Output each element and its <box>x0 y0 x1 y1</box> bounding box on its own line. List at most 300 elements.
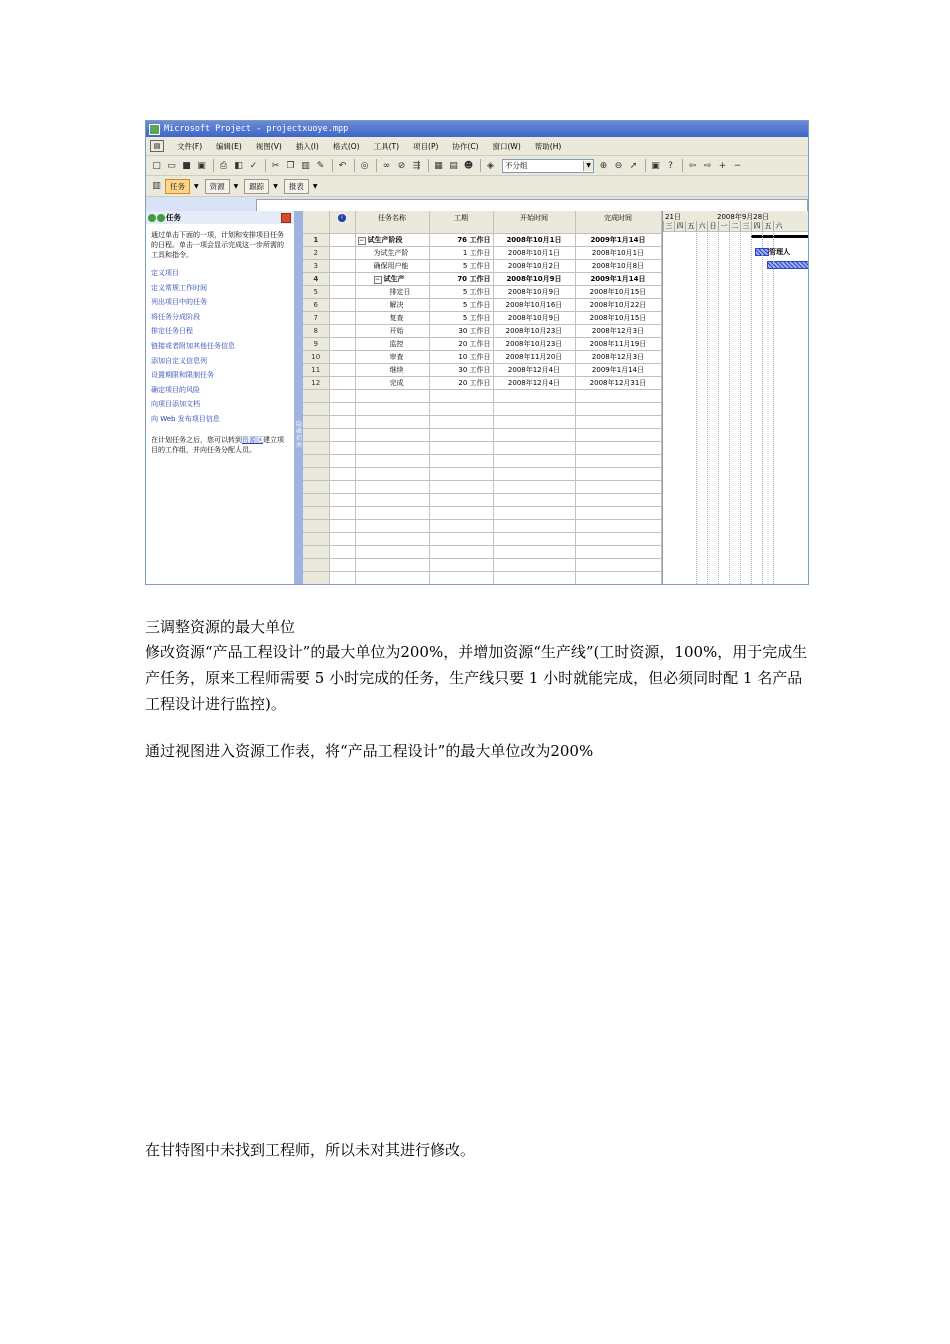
task-name-cell[interactable] <box>355 312 429 325</box>
indicator-cell[interactable] <box>329 364 355 377</box>
timescale-day: 五 <box>762 221 773 231</box>
row-id-cell[interactable] <box>303 494 329 507</box>
duration-cell[interactable] <box>429 403 493 416</box>
workspace <box>146 211 808 584</box>
finish-cell[interactable]: 2008年10月22日 <box>575 299 661 312</box>
task-name-cell[interactable] <box>355 468 429 481</box>
finish-cell[interactable] <box>575 533 661 546</box>
task-name-cell[interactable] <box>355 299 429 312</box>
task-name-cell[interactable] <box>355 286 429 299</box>
finish-cell[interactable]: 2009年1月14日 <box>575 273 661 286</box>
finish-cell[interactable] <box>575 468 661 481</box>
timescale-week-2: 2008年9月28日 <box>717 213 770 221</box>
task-name-text: 解决 <box>389 301 404 309</box>
pane-header <box>146 211 294 224</box>
col-header-task-name[interactable]: 任务名称 <box>355 211 429 234</box>
task-name-cell[interactable] <box>355 364 429 377</box>
collapse-icon[interactable]: − <box>358 237 365 244</box>
paste-icon[interactable]: ▥ <box>301 160 310 171</box>
unlink-tasks-icon[interactable]: ⊘ <box>397 160 406 171</box>
start-cell[interactable] <box>493 585 575 586</box>
duration-cell[interactable] <box>429 468 493 481</box>
start-cell[interactable]: 2008年10月9日 <box>493 312 575 325</box>
start-cell[interactable] <box>493 507 575 520</box>
gantt-gridline <box>729 231 730 584</box>
finish-cell[interactable] <box>575 507 661 520</box>
row-id-cell[interactable] <box>303 429 329 442</box>
zoom-out-icon[interactable]: ⊖ <box>614 160 623 171</box>
row-id-cell[interactable] <box>303 520 329 533</box>
indicator-cell[interactable] <box>329 481 355 494</box>
start-cell[interactable]: 2008年10月1日 <box>493 247 575 260</box>
row-id-cell[interactable]: 10 <box>303 351 329 364</box>
indicator-cell[interactable] <box>329 585 355 586</box>
table-row[interactable] <box>303 572 661 585</box>
indicator-cell[interactable] <box>329 507 355 520</box>
publish-icon[interactable]: ◈ <box>487 160 494 171</box>
indicator-cell[interactable] <box>329 390 355 403</box>
table-row[interactable] <box>303 299 661 312</box>
new-icon[interactable]: □ <box>152 160 161 171</box>
finish-cell[interactable]: 2008年12月31日 <box>575 377 661 390</box>
duration-cell[interactable]: 20 工作日 <box>429 338 493 351</box>
menu-collaborate[interactable]: 协作(C) <box>452 141 479 151</box>
finish-cell[interactable] <box>575 442 661 455</box>
row-id-cell[interactable] <box>303 559 329 572</box>
start-cell[interactable]: 2008年12月4日 <box>493 364 575 377</box>
start-cell[interactable] <box>493 442 575 455</box>
close-icon[interactable] <box>281 213 291 223</box>
task-name-cell[interactable] <box>355 494 429 507</box>
indicator-cell[interactable] <box>329 247 355 260</box>
finish-cell[interactable]: 2008年12月3日 <box>575 351 661 364</box>
chevron-down-icon[interactable]: ▼ <box>194 182 199 190</box>
chevron-down-icon[interactable]: ▼ <box>273 182 278 190</box>
finish-cell[interactable] <box>575 403 661 416</box>
table-row[interactable] <box>303 442 661 455</box>
gantt-gridline <box>707 231 708 584</box>
menu-help[interactable]: 帮助(H) <box>534 141 562 151</box>
col-header-finish[interactable]: 完成时间 <box>575 211 661 234</box>
task-info-icon[interactable]: ▦ <box>434 160 443 171</box>
duration-cell[interactable]: 5 工作日 <box>429 299 493 312</box>
finish-cell[interactable]: 2008年12月3日 <box>575 325 661 338</box>
task-name-text: 完成 <box>389 379 404 387</box>
duration-cell[interactable] <box>429 429 493 442</box>
pane-link-risks[interactable]: 确定项目的风险 <box>151 385 200 394</box>
task-name-text: 为试生产阶 <box>373 249 409 257</box>
row-id-header[interactable] <box>303 211 329 234</box>
spelling-icon[interactable]: ✓ <box>249 160 258 171</box>
menu-edit[interactable]: 编辑(E) <box>216 141 242 151</box>
task-name-cell[interactable] <box>355 533 429 546</box>
forward-icon[interactable] <box>157 214 165 222</box>
row-id-cell[interactable] <box>303 416 329 429</box>
timescale-day: 三 <box>740 221 751 231</box>
finish-cell[interactable] <box>575 481 661 494</box>
start-cell[interactable]: 2008年11月20日 <box>493 351 575 364</box>
save-icon[interactable]: ■ <box>182 160 191 171</box>
col-header-start[interactable]: 开始时间 <box>493 211 575 234</box>
table-row[interactable] <box>303 312 661 325</box>
arrow-left-icon[interactable]: ⇦ <box>688 160 697 171</box>
gantt-chart <box>663 211 808 584</box>
start-cell[interactable] <box>493 559 575 572</box>
pane-link-phases[interactable]: 将任务分成阶段 <box>151 312 200 321</box>
pane-link-deadlines[interactable]: 设置期限和限制任务 <box>151 371 214 380</box>
duration-cell[interactable] <box>429 533 493 546</box>
table-row[interactable] <box>303 234 661 247</box>
guide-resources-button[interactable]: 资源 <box>205 179 230 194</box>
goto-task-icon[interactable]: ➚ <box>629 160 638 171</box>
duration-cell[interactable] <box>429 390 493 403</box>
start-cell[interactable]: 2008年10月9日 <box>493 273 575 286</box>
pane-link-working-time[interactable]: 定义常规工作时间 <box>151 283 207 292</box>
start-cell[interactable]: 2008年10月9日 <box>493 286 575 299</box>
duration-cell[interactable] <box>429 507 493 520</box>
task-name-cell[interactable] <box>355 455 429 468</box>
start-cell[interactable] <box>493 520 575 533</box>
toolbar-separator <box>265 159 266 172</box>
menu-format[interactable]: 格式(O) <box>332 141 360 151</box>
task-name-cell[interactable] <box>355 520 429 533</box>
menu-insert[interactable]: 插入(I) <box>295 141 319 151</box>
back-icon[interactable] <box>148 214 156 222</box>
document-icon[interactable]: ▤ <box>150 140 164 152</box>
row-id-cell[interactable]: 5 <box>303 286 329 299</box>
row-id-cell[interactable] <box>303 572 329 585</box>
indicator-cell[interactable] <box>329 351 355 364</box>
finish-cell[interactable] <box>575 390 661 403</box>
start-cell[interactable] <box>493 455 575 468</box>
task-name-cell[interactable] <box>355 325 429 338</box>
indicator-cell[interactable] <box>329 533 355 546</box>
chevron-down-icon[interactable]: ▼ <box>233 182 239 190</box>
menu-project[interactable]: 项目(P) <box>413 141 439 151</box>
row-id-cell[interactable]: 11 <box>303 364 329 377</box>
table-row[interactable] <box>303 481 661 494</box>
table-row[interactable] <box>303 377 661 390</box>
task-name-cell[interactable] <box>355 390 429 403</box>
row-id-cell[interactable]: 9 <box>303 338 329 351</box>
task-table <box>303 211 663 584</box>
indicator-cell[interactable] <box>329 559 355 572</box>
print-preview-icon[interactable]: ◧ <box>234 160 243 171</box>
start-cell[interactable] <box>493 468 575 481</box>
indicator-cell[interactable] <box>329 312 355 325</box>
indicator-cell[interactable] <box>329 416 355 429</box>
start-cell[interactable]: 2008年10月16日 <box>493 299 575 312</box>
resources-area-link[interactable]: 资源区 <box>242 435 263 444</box>
table-row[interactable] <box>303 559 661 572</box>
guide-report-button[interactable]: 报表 <box>284 179 309 194</box>
open-icon[interactable]: ▭ <box>167 160 176 171</box>
start-cell[interactable]: 2008年10月2日 <box>493 260 575 273</box>
indicator-cell[interactable] <box>329 260 355 273</box>
guide-tasks-button[interactable]: 任务 <box>165 179 190 194</box>
indicator-cell[interactable] <box>329 234 355 247</box>
task-name-cell[interactable] <box>355 585 429 586</box>
indicator-cell[interactable] <box>329 273 355 286</box>
finish-cell[interactable] <box>575 429 661 442</box>
finish-cell[interactable] <box>575 494 661 507</box>
guide-track-button[interactable]: 跟踪 <box>244 179 269 194</box>
row-id-cell[interactable]: 2 <box>303 247 329 260</box>
indicator-cell[interactable] <box>329 299 355 312</box>
hyperlink-icon[interactable]: ◎ <box>360 160 369 171</box>
start-cell[interactable]: 2008年12月4日 <box>493 377 575 390</box>
pane-link-documents[interactable]: 向项目添加文档 <box>151 400 200 409</box>
indicator-cell[interactable] <box>329 520 355 533</box>
task-name-cell[interactable] <box>355 442 429 455</box>
task-name-cell[interactable] <box>355 481 429 494</box>
table-row[interactable] <box>303 546 661 559</box>
toolbar-separator <box>645 159 646 172</box>
finish-cell[interactable]: 2009年1月14日 <box>575 234 661 247</box>
chevron-down-icon[interactable]: ▼ <box>312 182 318 190</box>
window-title: Microsoft Project - projectxuoye.mpp <box>164 124 349 134</box>
task-name-cell[interactable] <box>355 260 429 273</box>
toolbar-separator <box>332 159 333 172</box>
task-name-cell[interactable] <box>355 546 429 559</box>
duration-cell[interactable] <box>429 559 493 572</box>
duration-cell[interactable] <box>429 416 493 429</box>
row-id-cell[interactable] <box>303 546 329 559</box>
indicator-cell[interactable] <box>329 546 355 559</box>
standard-toolbar <box>146 156 808 176</box>
row-id-cell[interactable]: 6 <box>303 299 329 312</box>
table-row[interactable] <box>303 247 661 260</box>
finish-cell[interactable]: 2008年11月19日 <box>575 338 661 351</box>
start-cell[interactable]: 2008年10月23日 <box>493 325 575 338</box>
duration-cell[interactable]: 70 工作日 <box>429 273 493 286</box>
table-row[interactable] <box>303 455 661 468</box>
pane-footer-after: 建立项目的工作组，并向任务分配人员。 <box>151 435 284 454</box>
paragraph-gantt-note: 在甘特图中未找到工程师，所以未对其进行修改。 <box>145 1141 476 1159</box>
hide-guide-strip[interactable] <box>295 211 303 584</box>
row-id-cell[interactable] <box>303 442 329 455</box>
row-id-cell[interactable]: 8 <box>303 325 329 338</box>
row-id-cell[interactable] <box>303 455 329 468</box>
table-row[interactable] <box>303 585 661 586</box>
menu-window[interactable]: 窗口(W) <box>492 141 521 151</box>
row-id-cell[interactable] <box>303 390 329 403</box>
toolbar-separator <box>480 159 481 172</box>
permission-icon[interactable]: ▣ <box>197 160 206 171</box>
indicator-cell[interactable] <box>329 572 355 585</box>
assign-resources-icon[interactable]: ☻ <box>463 160 474 171</box>
group-by-value: 不分组 <box>505 161 528 170</box>
help-icon[interactable]: ? <box>668 160 673 171</box>
task-name-cell[interactable] <box>355 572 429 585</box>
finish-cell[interactable] <box>575 585 661 586</box>
indicator-cell[interactable] <box>329 377 355 390</box>
duration-cell[interactable] <box>429 494 493 507</box>
pane-link-schedule[interactable]: 排定任务日程 <box>151 327 193 336</box>
split-task-icon[interactable]: ⇶ <box>412 160 421 171</box>
table-row[interactable] <box>303 364 661 377</box>
task-name-cell[interactable] <box>355 351 429 364</box>
start-cell[interactable]: 2008年10月1日 <box>493 234 575 247</box>
table-row[interactable] <box>303 273 661 286</box>
indicator-cell[interactable] <box>329 429 355 442</box>
copy-picture-icon[interactable]: ▣ <box>651 160 660 171</box>
pane-link-link-info[interactable]: 链接或者附加其他任务信息 <box>151 341 235 350</box>
finish-cell[interactable]: 2008年10月15日 <box>575 312 661 325</box>
finish-cell[interactable] <box>575 546 661 559</box>
indicator-cell[interactable] <box>329 325 355 338</box>
summary-bar[interactable] <box>751 235 808 238</box>
row-id-cell[interactable] <box>303 585 329 586</box>
table-row[interactable] <box>303 416 661 429</box>
link-tasks-icon[interactable]: ∞ <box>382 160 391 171</box>
duration-cell[interactable]: 30 工作日 <box>429 325 493 338</box>
row-id-cell[interactable] <box>303 403 329 416</box>
finish-cell[interactable] <box>575 416 661 429</box>
group-by-combo[interactable] <box>502 159 594 173</box>
indicator-cell[interactable] <box>329 494 355 507</box>
row-id-cell[interactable] <box>303 468 329 481</box>
arrow-right-icon[interactable]: ⇨ <box>703 160 712 171</box>
task-name-cell[interactable] <box>355 338 429 351</box>
duration-cell[interactable]: 20 工作日 <box>429 377 493 390</box>
start-cell[interactable] <box>493 390 575 403</box>
indicator-header[interactable] <box>329 211 355 234</box>
pane-link-custom-columns[interactable]: 添加自定义信息列 <box>151 356 207 365</box>
copy-icon[interactable]: ❐ <box>286 160 295 171</box>
start-cell[interactable] <box>493 533 575 546</box>
undo-icon[interactable]: ↶ <box>338 160 347 171</box>
indicator-cell[interactable] <box>329 442 355 455</box>
duration-cell[interactable] <box>429 546 493 559</box>
duration-cell[interactable] <box>429 455 493 468</box>
finish-cell[interactable] <box>575 455 661 468</box>
task-name-cell[interactable] <box>355 234 429 247</box>
start-cell[interactable] <box>493 572 575 585</box>
task-name-cell[interactable] <box>355 559 429 572</box>
table-row[interactable] <box>303 260 661 273</box>
row-id-cell[interactable]: 4 <box>303 273 329 286</box>
task-name-cell[interactable] <box>355 247 429 260</box>
row-id-cell[interactable]: 1 <box>303 234 329 247</box>
row-id-cell[interactable]: 12 <box>303 377 329 390</box>
menu-file[interactable]: 文件(F) <box>177 141 203 151</box>
table-row[interactable] <box>303 338 661 351</box>
task-name-text: 监控 <box>389 340 404 348</box>
table-row[interactable] <box>303 507 661 520</box>
duration-cell[interactable]: 1 工作日 <box>429 247 493 260</box>
collapse-icon[interactable]: − <box>374 276 381 283</box>
col-header-duration[interactable]: 工期 <box>429 211 493 234</box>
table-row[interactable] <box>303 286 661 299</box>
row-id-cell[interactable] <box>303 481 329 494</box>
task-name-text: 复查 <box>389 314 404 322</box>
menu-view[interactable]: 视图(V) <box>255 141 282 151</box>
table-row[interactable] <box>303 520 661 533</box>
finish-cell[interactable] <box>575 572 661 585</box>
table-row[interactable] <box>303 494 661 507</box>
table-row[interactable] <box>303 468 661 481</box>
indicator-cell[interactable] <box>329 286 355 299</box>
duration-cell[interactable] <box>429 481 493 494</box>
indicator-cell[interactable] <box>329 468 355 481</box>
table-row[interactable] <box>303 325 661 338</box>
task-name-cell[interactable] <box>355 416 429 429</box>
menu-bar <box>146 137 808 156</box>
start-cell[interactable] <box>493 481 575 494</box>
start-cell[interactable] <box>493 494 575 507</box>
table-row[interactable] <box>303 390 661 403</box>
chevron-down-icon[interactable]: ▼ <box>583 161 593 171</box>
minus-icon[interactable]: − <box>733 160 742 171</box>
start-cell[interactable] <box>493 403 575 416</box>
pane-link-web-publish[interactable]: 向 Web 发布项目信息 <box>151 414 220 423</box>
timescale-day: 六 <box>696 221 707 231</box>
duration-cell[interactable] <box>429 585 493 586</box>
table-row[interactable] <box>303 429 661 442</box>
duration-cell[interactable] <box>429 572 493 585</box>
duration-cell[interactable]: 5 工作日 <box>429 260 493 273</box>
pane-link-define-project[interactable]: 定义项目 <box>151 269 179 277</box>
plus-icon[interactable]: + <box>718 160 727 171</box>
task-name-cell[interactable] <box>355 403 429 416</box>
format-painter-icon[interactable]: ✎ <box>316 160 325 171</box>
duration-cell[interactable]: 76 工作日 <box>429 234 493 247</box>
finish-cell[interactable]: 2009年1月14日 <box>575 364 661 377</box>
start-cell[interactable] <box>493 429 575 442</box>
start-cell[interactable] <box>493 546 575 559</box>
finish-cell[interactable] <box>575 559 661 572</box>
task-name-cell[interactable] <box>355 507 429 520</box>
duration-cell[interactable]: 30 工作日 <box>429 364 493 377</box>
duration-cell[interactable]: 5 工作日 <box>429 312 493 325</box>
finish-cell[interactable]: 2008年10月1日 <box>575 247 661 260</box>
task-name-cell[interactable] <box>355 429 429 442</box>
duration-cell[interactable] <box>429 520 493 533</box>
menu-tools[interactable]: 工具(T) <box>373 141 400 151</box>
table-row[interactable] <box>303 351 661 364</box>
finish-cell[interactable]: 2008年10月8日 <box>575 260 661 273</box>
row-id-cell[interactable] <box>303 533 329 546</box>
task-name-text: 试生产 <box>383 275 405 283</box>
timescale-day: 四 <box>674 221 685 231</box>
cut-icon[interactable]: ✂ <box>271 160 280 171</box>
indicator-cell[interactable] <box>329 338 355 351</box>
finish-cell[interactable]: 2008年10月15日 <box>575 286 661 299</box>
indicator-cell[interactable] <box>329 455 355 468</box>
task-name-cell[interactable] <box>355 273 429 286</box>
print-icon[interactable]: ⎙ <box>219 160 228 171</box>
row-id-cell[interactable]: 3 <box>303 260 329 273</box>
guide-toggle-icon[interactable]: ▥ <box>152 181 161 191</box>
zoom-in-icon[interactable]: ⊕ <box>599 160 608 171</box>
task-notes-icon[interactable]: ▤ <box>449 160 458 171</box>
start-cell[interactable] <box>493 416 575 429</box>
table-row[interactable] <box>303 533 661 546</box>
timescale-day: 五 <box>685 221 696 231</box>
start-cell[interactable]: 2008年10月23日 <box>493 338 575 351</box>
row-id-cell[interactable]: 7 <box>303 312 329 325</box>
pane-link-list-tasks[interactable]: 列出项目中的任务 <box>151 298 207 307</box>
table-row[interactable] <box>303 403 661 416</box>
finish-cell[interactable] <box>575 520 661 533</box>
duration-cell[interactable]: 5 工作日 <box>429 286 493 299</box>
duration-cell[interactable] <box>429 442 493 455</box>
indicator-cell[interactable] <box>329 403 355 416</box>
task-name-cell[interactable] <box>355 377 429 390</box>
row-id-cell[interactable] <box>303 507 329 520</box>
duration-cell[interactable]: 10 工作日 <box>429 351 493 364</box>
